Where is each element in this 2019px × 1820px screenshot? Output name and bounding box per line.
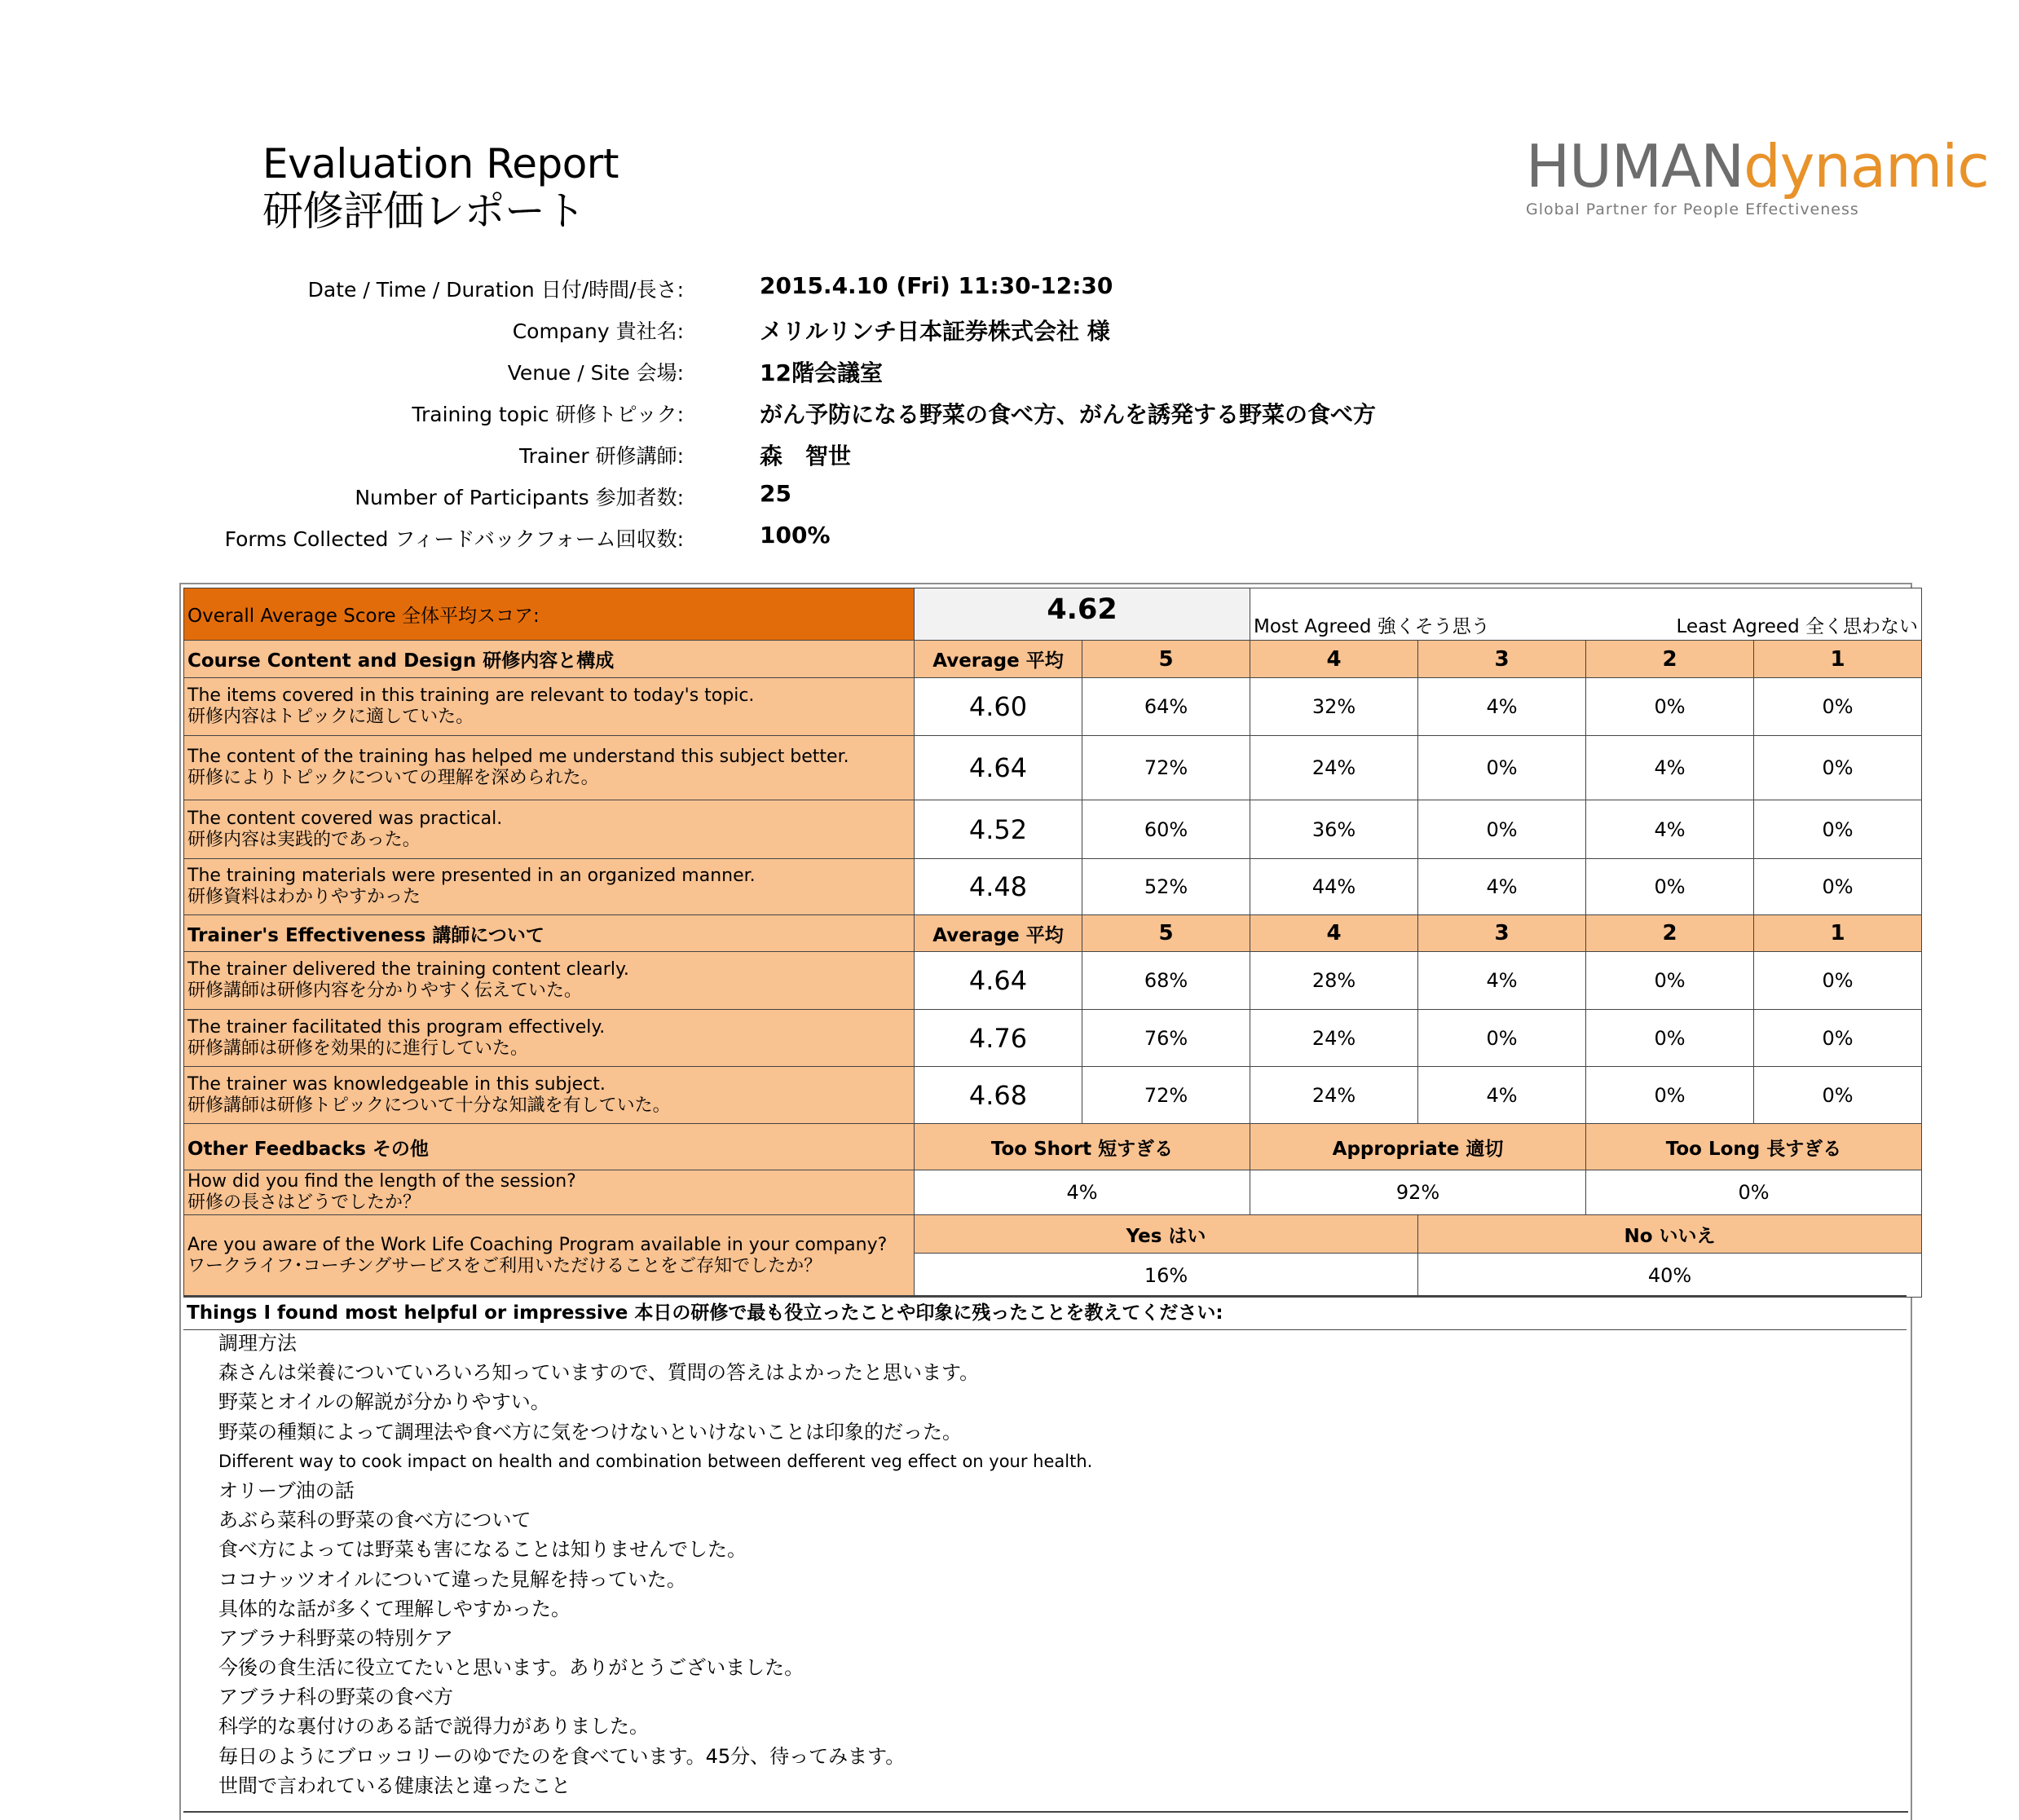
question-en: The trainer was knowledgeable in this subject. [187, 1073, 606, 1095]
average-score: 4.52 [915, 800, 1082, 859]
pct-3: 0% [1418, 1010, 1586, 1067]
other-header-row [184, 1124, 1922, 1170]
appropriate-pct: 92% [1250, 1170, 1586, 1215]
pct-4: 28% [1250, 952, 1418, 1010]
length-row [184, 1170, 1922, 1215]
pct-4: 24% [1250, 1067, 1418, 1124]
question-cell [184, 800, 915, 859]
question-jp: 研修講師は研修内容を分かりやすく伝えていた。 [187, 981, 583, 1001]
scale-5-header: 5 [1082, 915, 1250, 952]
pct-4: 24% [1250, 736, 1418, 800]
agreement-scale-legend [1250, 588, 1922, 641]
info-label: Forms Collected フィードバックフォーム回収数: [224, 527, 684, 551]
info-value: がん予防になる野菜の食べ方、がんを誘発する野菜の食べ方 [760, 401, 1377, 428]
scale-3-header: 3 [1418, 915, 1586, 952]
info-value: 森 智世 [760, 443, 852, 469]
comment-item: 毎日のようにブロッコリーのゆでたのを食べています。45分、待ってみます。 [218, 1744, 906, 1768]
no-header: No いいえ [1418, 1215, 1922, 1254]
info-row [0, 315, 2019, 356]
scale-4-header: 4 [1250, 915, 1418, 952]
info-row [0, 482, 2019, 522]
average-score: 4.76 [915, 1010, 1082, 1067]
report-title [262, 140, 619, 235]
question-en: Are you aware of the Work Life Coaching Program available in your company? [187, 1235, 888, 1255]
question-cell [184, 1170, 915, 1215]
question-jp: 研修内容はトピックに適していた。 [187, 707, 474, 727]
pct-5: 52% [1082, 859, 1250, 915]
comment-item: ココナッツオイルについて違った見解を持っていた。 [218, 1567, 686, 1591]
question-en: The items covered in this training are relevant to today's topic. [187, 685, 755, 706]
yes-header: Yes はい [915, 1215, 1418, 1254]
question-jp: ワークライフ･コーチングサービスをご利用いただけることをご存知でしたか？ [187, 1256, 822, 1276]
too-short-pct: 4% [915, 1170, 1250, 1215]
question-jp: 研修内容は実践的であった。 [187, 829, 421, 850]
too-long-pct: 0% [1586, 1170, 1922, 1215]
title-en: Evaluation Report [262, 140, 619, 187]
pct-3: 4% [1418, 678, 1586, 736]
title-jp: 研修評価レポート [262, 187, 585, 235]
comment-item: 食べ方によっては野菜も害になることは知りませんでした。 [218, 1538, 747, 1562]
info-value: 25 [760, 480, 791, 507]
info-label: Trainer 研修講師: [518, 444, 684, 468]
comment-item: 科学的な裏付けのある話で説得力がありました。 [218, 1715, 649, 1738]
info-value: 12階会議室 [760, 359, 883, 386]
comments-list [218, 1329, 1849, 1800]
info-row [0, 274, 2019, 315]
too-long-header: Too Long 長すぎる [1586, 1124, 1922, 1170]
question-jp: 研修講師は研修トピックについて十分な知識を有していた。 [187, 1095, 671, 1116]
comments-heading: Things I found most helpful or impressive 本日の研修で最も役立ったことや印象に残ったことを教えてください: [183, 1295, 1907, 1330]
question-cell [184, 1067, 915, 1124]
question-cell [184, 678, 915, 736]
overall-row [184, 588, 1922, 641]
info-label: Venue / Site 会場: [507, 361, 684, 385]
info-label: Number of Participants 参加者数: [355, 486, 684, 509]
appropriate-header: Appropriate 適切 [1250, 1124, 1586, 1170]
trainer-row [184, 1067, 1922, 1124]
comment-item: 今後の食生活に役立てたいと思います。ありがとうございました。 [218, 1656, 805, 1680]
question-en: The trainer facilitated this program effectively. [187, 1016, 606, 1038]
average-score: 4.68 [915, 1067, 1082, 1124]
comment-item: 森さんは栄養についていろいろ知っていますので、質問の答えはよかったと思います。 [218, 1361, 980, 1385]
comment-item: 調理方法 [218, 1332, 297, 1355]
pct-3: 4% [1418, 952, 1586, 1010]
question-en: The content covered was practical. [187, 808, 503, 829]
pct-5: 60% [1082, 800, 1250, 859]
info-value: 100% [760, 522, 831, 549]
trainer-row [184, 1010, 1922, 1067]
comment-item: アブラナ科の野菜の食べ方 [218, 1686, 453, 1709]
pct-5: 72% [1082, 1067, 1250, 1124]
info-row [0, 523, 2019, 564]
average-score: 4.60 [915, 678, 1082, 736]
trainer-row [184, 952, 1922, 1010]
question-jp: 研修講師は研修を効果的に進行していた。 [187, 1038, 529, 1059]
pct-2: 4% [1586, 800, 1754, 859]
scale-2-header: 2 [1586, 641, 1754, 678]
pct-1: 0% [1754, 736, 1922, 800]
pct-1: 0% [1754, 678, 1922, 736]
scale-1-header: 1 [1754, 915, 1922, 952]
comment-item: アブラナ科野菜の特別ケア [218, 1626, 453, 1650]
overall-score: 4.62 [915, 588, 1250, 641]
pct-3: 0% [1418, 736, 1586, 800]
question-jp: 研修の長さはどうでしたか？ [187, 1192, 421, 1213]
question-cell [184, 1010, 915, 1067]
pct-1: 0% [1754, 1010, 1922, 1067]
info-label: Company 貴社名: [512, 319, 684, 343]
info-row [0, 357, 2019, 398]
question-en: The trainer delivered the training content clearly. [187, 959, 629, 980]
trainer-heading: Trainer's Effectiveness 講師について [184, 915, 915, 952]
comment-item: 具体的な話が多くて理解しやすかった。 [218, 1597, 571, 1620]
average-column-header: Average 平均 [915, 641, 1082, 678]
logo-human: HUMAN [1526, 132, 1744, 201]
most-agreed-label: Most Agreed 強くそう思う [1254, 616, 1490, 637]
logo-tagline: Global Partner for People Effectiveness [1526, 201, 1859, 218]
comment-item: 世間で言われている健康法と違ったこと [218, 1774, 571, 1797]
pct-2: 0% [1586, 678, 1754, 736]
question-cell [184, 952, 915, 1010]
info-row [0, 440, 2019, 481]
pct-2: 4% [1586, 736, 1754, 800]
question-jp: 研修資料はわかりやすかった [187, 887, 421, 907]
question-cell [184, 1215, 915, 1298]
pct-1: 0% [1754, 800, 1922, 859]
bottom-border [183, 1811, 1908, 1813]
pct-5: 76% [1082, 1010, 1250, 1067]
average-score: 4.64 [915, 736, 1082, 800]
awareness-header-row [184, 1215, 1922, 1254]
logo-wordmark [1526, 132, 1989, 201]
course-row [184, 678, 1922, 736]
evaluation-table [183, 588, 1922, 1298]
pct-2: 0% [1586, 859, 1754, 915]
average-column-header: Average 平均 [915, 915, 1082, 952]
comment-item: あぶら菜科の野菜の食べ方について [218, 1509, 531, 1532]
pct-1: 0% [1754, 859, 1922, 915]
course-row [184, 736, 1922, 800]
comment-item: Different way to cook impact on health and combination between defferent veg effect on your health. [218, 1451, 1093, 1471]
overall-label: Overall Average Score 全体平均スコア: [184, 588, 915, 641]
least-agreed-label: Least Agreed 全く思わない [1676, 616, 1918, 637]
too-short-header: Too Short 短すぎる [915, 1124, 1250, 1170]
scale-2-header: 2 [1586, 915, 1754, 952]
pct-3: 0% [1418, 800, 1586, 859]
pct-4: 32% [1250, 678, 1418, 736]
pct-1: 0% [1754, 1067, 1922, 1124]
question-en: The training materials were presented in an organized manner. [187, 866, 756, 886]
course-row [184, 859, 1922, 915]
pct-5: 68% [1082, 952, 1250, 1010]
comment-item: 野菜とオイルの解説が分かりやすい。 [218, 1390, 550, 1414]
info-value: メリルリンチ日本証券株式会社 様 [760, 318, 1110, 345]
pct-2: 0% [1586, 1067, 1754, 1124]
comment-item: 野菜の種類によって調理法や食べ方に気をつけないといけないことは印象的だった。 [218, 1420, 962, 1443]
comment-item: オリーブ油の話 [218, 1478, 355, 1502]
pct-4: 24% [1250, 1010, 1418, 1067]
scale-1-header: 1 [1754, 641, 1922, 678]
average-score: 4.48 [915, 859, 1082, 915]
scale-5-header: 5 [1082, 641, 1250, 678]
trainer-header-row [184, 915, 1922, 952]
yes-pct: 16% [915, 1254, 1418, 1298]
pct-5: 64% [1082, 678, 1250, 736]
info-label: Training topic 研修トピック: [412, 403, 684, 426]
pct-1: 0% [1754, 952, 1922, 1010]
question-en: The content of the training has helped me understand this subject better. [187, 747, 849, 767]
average-score: 4.64 [915, 952, 1082, 1010]
pct-3: 4% [1418, 1067, 1586, 1124]
course-heading: Course Content and Design 研修内容と構成 [184, 641, 915, 678]
question-cell [184, 859, 915, 915]
scale-4-header: 4 [1250, 641, 1418, 678]
info-label: Date / Time / Duration 日付/時間/長さ: [307, 278, 684, 302]
info-row [0, 399, 2019, 439]
pct-5: 72% [1082, 736, 1250, 800]
pct-3: 4% [1418, 859, 1586, 915]
course-row [184, 800, 1922, 859]
pct-2: 0% [1586, 1010, 1754, 1067]
info-value: 2015.4.10 (Fri) 11:30-12:30 [760, 272, 1113, 299]
question-cell [184, 736, 915, 800]
pct-4: 44% [1250, 859, 1418, 915]
logo-dynamic: dynamic [1743, 132, 1989, 201]
question-en: How did you find the length of the session? [187, 1171, 576, 1192]
other-heading: Other Feedbacks その他 [184, 1124, 915, 1170]
no-pct: 40% [1418, 1254, 1922, 1298]
pct-2: 0% [1586, 952, 1754, 1010]
pct-4: 36% [1250, 800, 1418, 859]
course-header-row [184, 641, 1922, 678]
humandynamic-logo [1526, 132, 1989, 240]
scale-3-header: 3 [1418, 641, 1586, 678]
question-jp: 研修によりトピックについての理解を深められた。 [187, 768, 599, 788]
